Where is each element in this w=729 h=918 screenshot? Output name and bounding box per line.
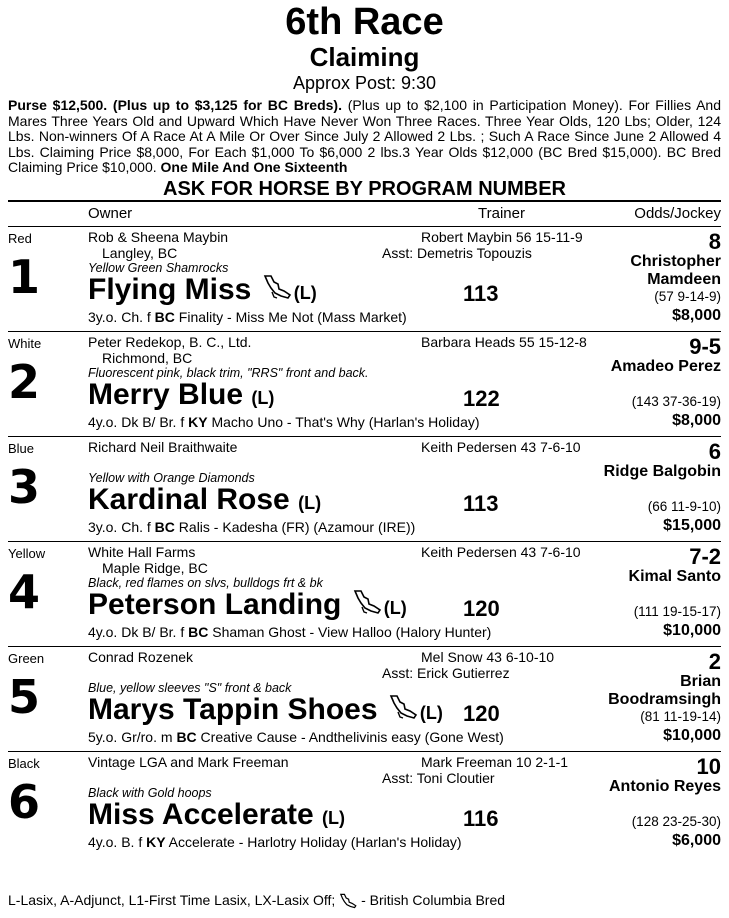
- assistant-trainer: Asst: Demetris Topouzis: [382, 244, 532, 261]
- legend-text: L-Lasix, A-Adjunct, L1-First Time Lasix, LX-Lasix Off;: [8, 892, 336, 908]
- breed-state: BC: [154, 308, 175, 325]
- breed-state: KY: [146, 833, 166, 850]
- horse-name-line: [88, 378, 274, 415]
- silks-description: Blue, yellow sleeves "S" front & back: [88, 680, 292, 695]
- weight: 113: [463, 490, 499, 516]
- saddle-cloth-color: Red: [8, 230, 32, 246]
- medication-tag: (L): [383, 597, 407, 618]
- pedigree: 3y.o. Ch. f BC Ralis - Kadesha (FR) (Azamour (IRE)): [88, 518, 416, 535]
- claiming-price: $6,000: [672, 831, 721, 849]
- trainer-name: Robert Maybin 56 15-11-9: [421, 228, 583, 245]
- saddle-cloth-color: Black: [8, 755, 40, 771]
- entry-row: [8, 542, 721, 647]
- morning-line-odds: 7-2: [689, 543, 721, 569]
- owner-column-header: Owner: [88, 204, 133, 222]
- silks-description: Yellow Green Shamrocks: [88, 260, 229, 275]
- ask-banner: ASK FOR HORSE BY PROGRAM NUMBER: [8, 178, 721, 202]
- pedigree: 3y.o. Ch. f BC Finality - Miss Me Not (Mass Market): [88, 308, 407, 325]
- horse-name: Peterson Landing: [88, 587, 342, 621]
- conditions-body: (Plus up to $2,100 in Participation Money). For Fillies And Mares Three Years Old and Upward Which Have Never Won Three Races. Three Year Olds, 120 Lbs; Older, 124 Lbs. Non-winners Of A Race At A Mile Or Over Since July 2 Allowed 2 Lbs. ; Such A Race Since June 2 Allowed 4 Lbs. Claiming Price $8,000, For Each $1,000 To $6,000 2 lbs.3 Year Olds $12,000 (BC Bred $15,000). BC Bred Claiming Price $10,000.: [8, 97, 721, 175]
- entry-row: [8, 332, 721, 437]
- entry-row: [8, 227, 721, 332]
- owner-name: Peter Redekop, B. C., Ltd.: [88, 333, 252, 350]
- horse-name: Kardinal Rose: [88, 482, 290, 516]
- program-number: 2: [8, 354, 41, 409]
- legend-bc-text: - British Columbia Bred: [361, 892, 506, 908]
- claiming-price: $8,000: [672, 411, 721, 429]
- jockey-name: Brian Boodramsingh: [608, 672, 721, 708]
- horse-name-line: [88, 798, 345, 835]
- owner-location: Langley, BC: [102, 244, 178, 261]
- jockey-record: (111 19-15-17): [633, 603, 721, 619]
- owner-name: Conrad Rozenek: [88, 648, 194, 665]
- horse-name-line: [88, 483, 321, 520]
- breed-state: BC: [188, 623, 209, 640]
- medication-tag: (L): [298, 492, 322, 513]
- horse-name: Miss Accelerate: [88, 797, 314, 831]
- saddle-cloth-color: Green: [8, 650, 45, 666]
- silks-description: Yellow with Orange Diamonds: [88, 470, 255, 485]
- entries-list: [8, 226, 721, 856]
- claiming-price: $8,000: [672, 306, 721, 324]
- post-time: Approx Post: 9:30: [292, 73, 437, 93]
- horse-name-line: [88, 273, 317, 310]
- program-number: 4: [8, 564, 41, 619]
- race-title: 6th Race: [285, 1, 444, 43]
- jockey-name: Christopher Mamdeen: [630, 252, 721, 288]
- trainer-name: Barbara Heads 55 15-12-8: [421, 333, 587, 350]
- breed-state: KY: [188, 413, 208, 430]
- bc-bred-icon: [262, 274, 292, 308]
- jockey-record: (81 11-19-14): [640, 708, 721, 724]
- horse-name-line: [88, 693, 443, 730]
- silks-description: Black with Gold hoops: [88, 785, 212, 800]
- horse-name: Marys Tappin Shoes: [88, 692, 378, 726]
- program-number: 6: [8, 774, 41, 829]
- owner-location: Richmond, BC: [102, 349, 193, 366]
- owner-location: Maple Ridge, BC: [102, 559, 208, 576]
- jockey-name: Antonio Reyes: [608, 777, 721, 795]
- purse-text: Purse $12,500. (Plus up to $3,125 for BC Breds).: [8, 97, 342, 113]
- program-number: 5: [8, 669, 41, 724]
- trainer-name: Mark Freeman 10 2-1-1: [421, 753, 569, 770]
- morning-line-odds: 9-5: [689, 333, 721, 359]
- jockey-name: Kimal Santo: [628, 567, 721, 585]
- morning-line-odds: 6: [708, 438, 721, 464]
- assistant-trainer: Asst: Erick Gutierrez: [382, 664, 510, 681]
- trainer-column-header: Trainer: [478, 204, 525, 222]
- jockey-record: (128 23-25-30): [631, 813, 721, 829]
- owner-name: Rob & Sheena Maybin: [88, 228, 229, 245]
- pedigree: 5y.o. Gr/ro. m BC Creative Cause - Andthelivinis easy (Gone West): [88, 728, 504, 745]
- jockey-record: (57 9-14-9): [654, 288, 721, 304]
- horse-name-line: [88, 588, 407, 625]
- medication-tag: (L): [322, 807, 346, 828]
- saddle-cloth-color: Blue: [8, 440, 35, 456]
- pedigree: 4y.o. Dk B/ Br. f BC Shaman Ghost - View Halloo (Halory Hunter): [88, 623, 492, 640]
- weight: 116: [463, 805, 499, 831]
- owner-name: Richard Neil Braithwaite: [88, 438, 238, 455]
- weight: 113: [463, 280, 499, 306]
- medication-tag: (L): [419, 702, 443, 723]
- medication-tag: (L): [293, 282, 317, 303]
- trainer-name: Keith Pedersen 43 7-6-10: [421, 438, 581, 455]
- assistant-trainer: Asst: Toni Cloutier: [382, 769, 495, 786]
- silks-description: Fluorescent pink, black trim, "RRS" front and back.: [88, 365, 369, 380]
- morning-line-odds: 2: [708, 648, 721, 674]
- entry-row: [8, 752, 721, 856]
- weight: 122: [463, 385, 500, 411]
- weight: 120: [463, 700, 500, 726]
- jockey-record: (66 11-9-10): [647, 498, 721, 514]
- silks-description: Black, red flames on slvs, bulldogs frt & bk: [88, 575, 323, 590]
- claiming-price: $15,000: [663, 516, 721, 534]
- distance-text: One Mile And One Sixteenth: [160, 159, 348, 175]
- morning-line-odds: 10: [696, 753, 721, 779]
- pedigree: 4y.o. Dk B/ Br. f KY Macho Uno - That's Why (Harlan's Holiday): [88, 413, 480, 430]
- jockey-name: Ridge Balgobin: [603, 462, 721, 480]
- saddle-cloth-color: White: [8, 335, 42, 351]
- bc-bred-icon: [352, 589, 382, 623]
- race-type: Claiming: [309, 42, 420, 72]
- medication-tag: (L): [251, 387, 275, 408]
- entry-row: [8, 647, 721, 752]
- bc-bred-icon: [339, 892, 357, 908]
- claiming-price: $10,000: [663, 621, 721, 639]
- owner-name: White Hall Farms: [88, 543, 196, 560]
- race-header: [0, 0, 729, 94]
- race-conditions: [8, 98, 721, 176]
- breed-state: BC: [176, 728, 197, 745]
- bc-bred-icon: [388, 694, 418, 728]
- jockey-name: Amadeo Perez: [610, 357, 721, 375]
- column-headers: [8, 202, 721, 226]
- trainer-name: Mel Snow 43 6-10-10: [421, 648, 555, 665]
- entry-row: [8, 437, 721, 542]
- trainer-name: Keith Pedersen 43 7-6-10: [421, 543, 581, 560]
- pedigree: 4y.o. B. f KY Accelerate - Harlotry Holiday (Harlan's Holiday): [88, 833, 462, 850]
- program-number: 3: [8, 459, 41, 514]
- program-number: 1: [8, 249, 41, 304]
- legend: [8, 892, 505, 909]
- odds-column-header: Odds/Jockey: [634, 204, 721, 222]
- horse-name: Merry Blue: [88, 377, 244, 411]
- morning-line-odds: 8: [708, 228, 721, 254]
- weight: 120: [463, 595, 500, 621]
- claiming-price: $10,000: [663, 726, 721, 744]
- saddle-cloth-color: Yellow: [8, 545, 46, 561]
- breed-state: BC: [154, 518, 175, 535]
- jockey-record: (143 37-36-19): [631, 393, 721, 409]
- owner-name: Vintage LGA and Mark Freeman: [88, 753, 289, 770]
- horse-name: Flying Miss: [88, 272, 252, 306]
